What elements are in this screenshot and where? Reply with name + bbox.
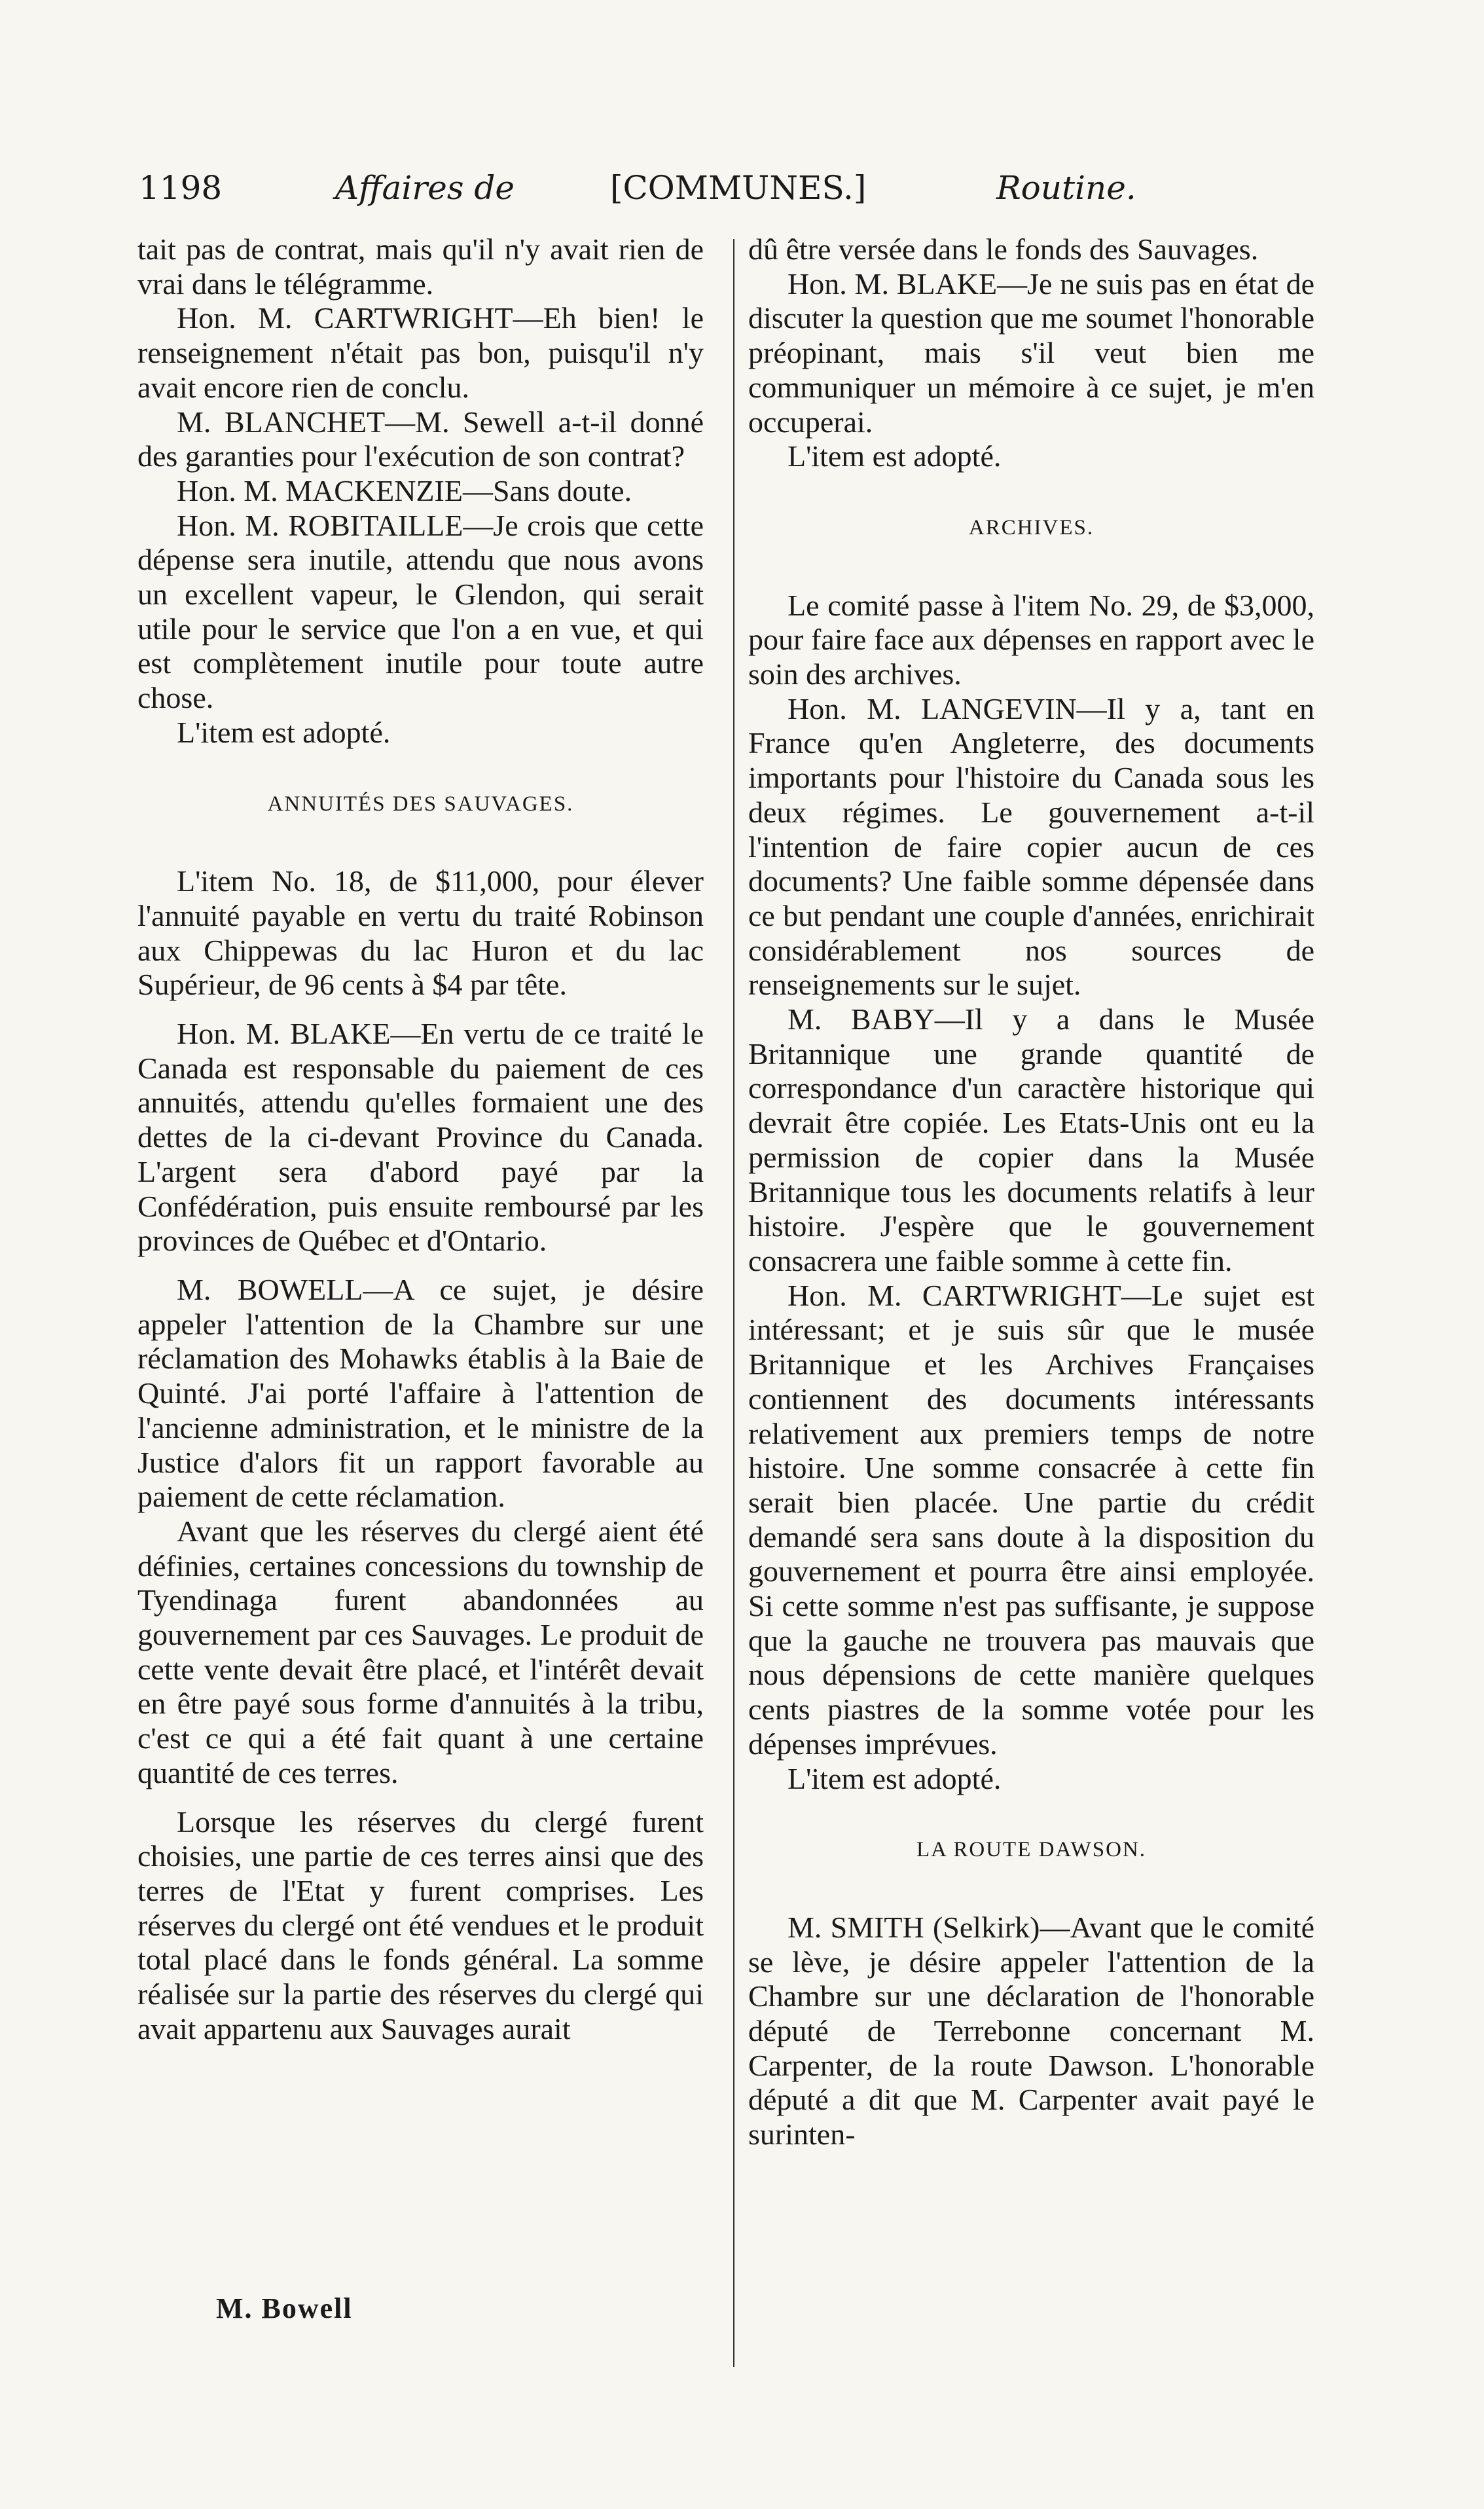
paragraph: L'item No. 18, de $11,000, pour élever l'annuité payable en vertu du traité Robinson aux Chippewas du lac Huron et du lac Supérieur, de 96 cents à $4 par tête.: [137, 864, 704, 1002]
paragraph: Le comité passe à l'item No. 29, de $3,000, pour faire face aux dépenses en rapport avec le soin des archives.: [748, 588, 1314, 691]
page-header: [139, 162, 1147, 221]
paragraph: L'item est adopté.: [787, 439, 1002, 473]
header-center-title: [COMMUNES.]: [610, 169, 867, 207]
paragraph: Hon. M. BLAKE—Je ne suis pas en état de discuter la question que me soumet l'honorable préopinant, mais s'il veut bien me communiquer un mémoire à ce sujet, je m'en occuperai.: [748, 266, 1314, 439]
paragraph: Hon. M. LANGEVIN—Il y a, tant en France qu'en Angleterre, des documents importants pour l'histoire du Canada sous les deux régimes. Le gouvernement a-t-il l'intention de faire copier aucun de ces documents? Une faible somme dépensée dans ce but pendant une couple d'années, enrichirait considérablement nos sources de renseignements sur le sujet.: [748, 691, 1314, 1002]
section-heading: LA ROUTE DAWSON.: [916, 1838, 1147, 1862]
paragraph: L'item est adopté.: [177, 715, 391, 749]
left-column: [137, 232, 704, 2046]
paragraph: Lorsque les réserves du clergé furent choisies, une partie de ces terres ainsi que des terres de l'Etat y furent comprises. Les réserves du clergé ont été vendues et le produit total placé dans le fonds général. La somme réalisée sur la partie des réserves du clergé qui avait appartenu aux Sauvages aurait: [137, 1804, 704, 2045]
paragraph: M. BABY—Il y a dans le Musée Britannique une grande quantité de correspondance d'un caractère historique qui devrait être copiée. Les Etats-Unis ont eu la permission de copier dans la Musée Britannique tous les documents relatifs à leur histoire. J'espère que le gouvernement consacrera une faible somme à cette fin.: [748, 1002, 1314, 1277]
header-left-title: Affaires de: [335, 169, 515, 207]
paragraph: Hon. M. CARTWRIGHT—Eh bien! le renseignement n'était pas bon, puisqu'il n'y avait encore rien de conclu.: [137, 301, 704, 404]
paragraph: Hon. M. CARTWRIGHT—Le sujet est intéressant; et je suis sûr que le musée Britannique et les Archives Françaises contiennent des documents intéressants relativement aux premiers temps de notre histoire. Une somme consacrée à cette fin serait bien placée. Une partie du crédit demandé sera sans doute à la disposition du gouvernement et pourra être ainsi employée. Si cette somme n'est pas suffisante, je suppose que la gauche ne trouvera pas mauvais que nous dépensions de cette manière quelques cents piastres de la somme votée pour les dépenses imprévues.: [748, 1278, 1314, 1761]
paragraph: Hon. M. MACKENZIE—Sans doute.: [177, 473, 632, 507]
footer-catchword: M. Bowell: [216, 2292, 353, 2324]
paragraph: dû être versée dans le fonds des Sauvages.: [748, 232, 1259, 266]
header-right-title: Routine.: [996, 169, 1136, 207]
page-number: 1198: [139, 169, 223, 207]
column-divider: [733, 239, 734, 2367]
paragraph: M. BOWELL—A ce sujet, je désire appeler l'attention de la Chambre sur une réclamation des Mohawks établis à la Baie de Quinté. J'ai porté l'affaire à l'attention de l'ancienne administration, et le ministre de la Justice d'alors fit un rapport favorable au paiement de cette réclamation.: [137, 1272, 704, 1514]
section-heading: ANNUITÉS DES SAUVAGES.: [267, 792, 574, 816]
paragraph: tait pas de contrat, mais qu'il n'y avait rien de vrai dans le télégramme.: [137, 232, 704, 301]
paragraph: Avant que les réserves du clergé aient été définies, certaines concessions du township de Tyendinaga furent abandonnées au gouvernement par ces Sauvages. Le produit de cette vente devait être placé, et l'intérêt devait en être payé sous forme d'annuités à la tribu, c'est ce qui a été fait quant à une certaine quantité de ces terres.: [137, 1514, 704, 1789]
paragraph: L'item est adopté.: [787, 1761, 1002, 1795]
section-heading: ARCHIVES.: [968, 515, 1095, 540]
paragraph: M. SMITH (Selkirk)—Avant que le comité se lève, je désire appeler l'attention de la Chambre sur une déclaration de l'honorable député de Terrebonne concernant M. Carpenter, de la route Dawson. L'honorable député a dit que M. Carpenter avait payé le surinten-: [748, 1910, 1314, 2152]
paragraph: Hon. M. ROBITAILLE—Je crois que cette dépense sera inutile, attendu que nous avons un excellent vapeur, le Glendon, qui serait utile pour le service que l'on a en vue, et qui est complètement inutile pour toute autre chose.: [137, 508, 704, 715]
right-column: [748, 232, 1314, 2152]
paragraph: Hon. M. BLAKE—En vertu de ce traité le Canada est responsable du paiement de ces annuités, attendu qu'elles formaient une des dettes de la ci-devant Province du Canada. L'argent sera d'abord payé par la Confédération, puis ensuite remboursé par les provinces de Québec et d'Ontario.: [137, 1017, 704, 1258]
paragraph: M. BLANCHET—M. Sewell a-t-il donné des garanties pour l'exécution de son contrat?: [137, 405, 704, 473]
